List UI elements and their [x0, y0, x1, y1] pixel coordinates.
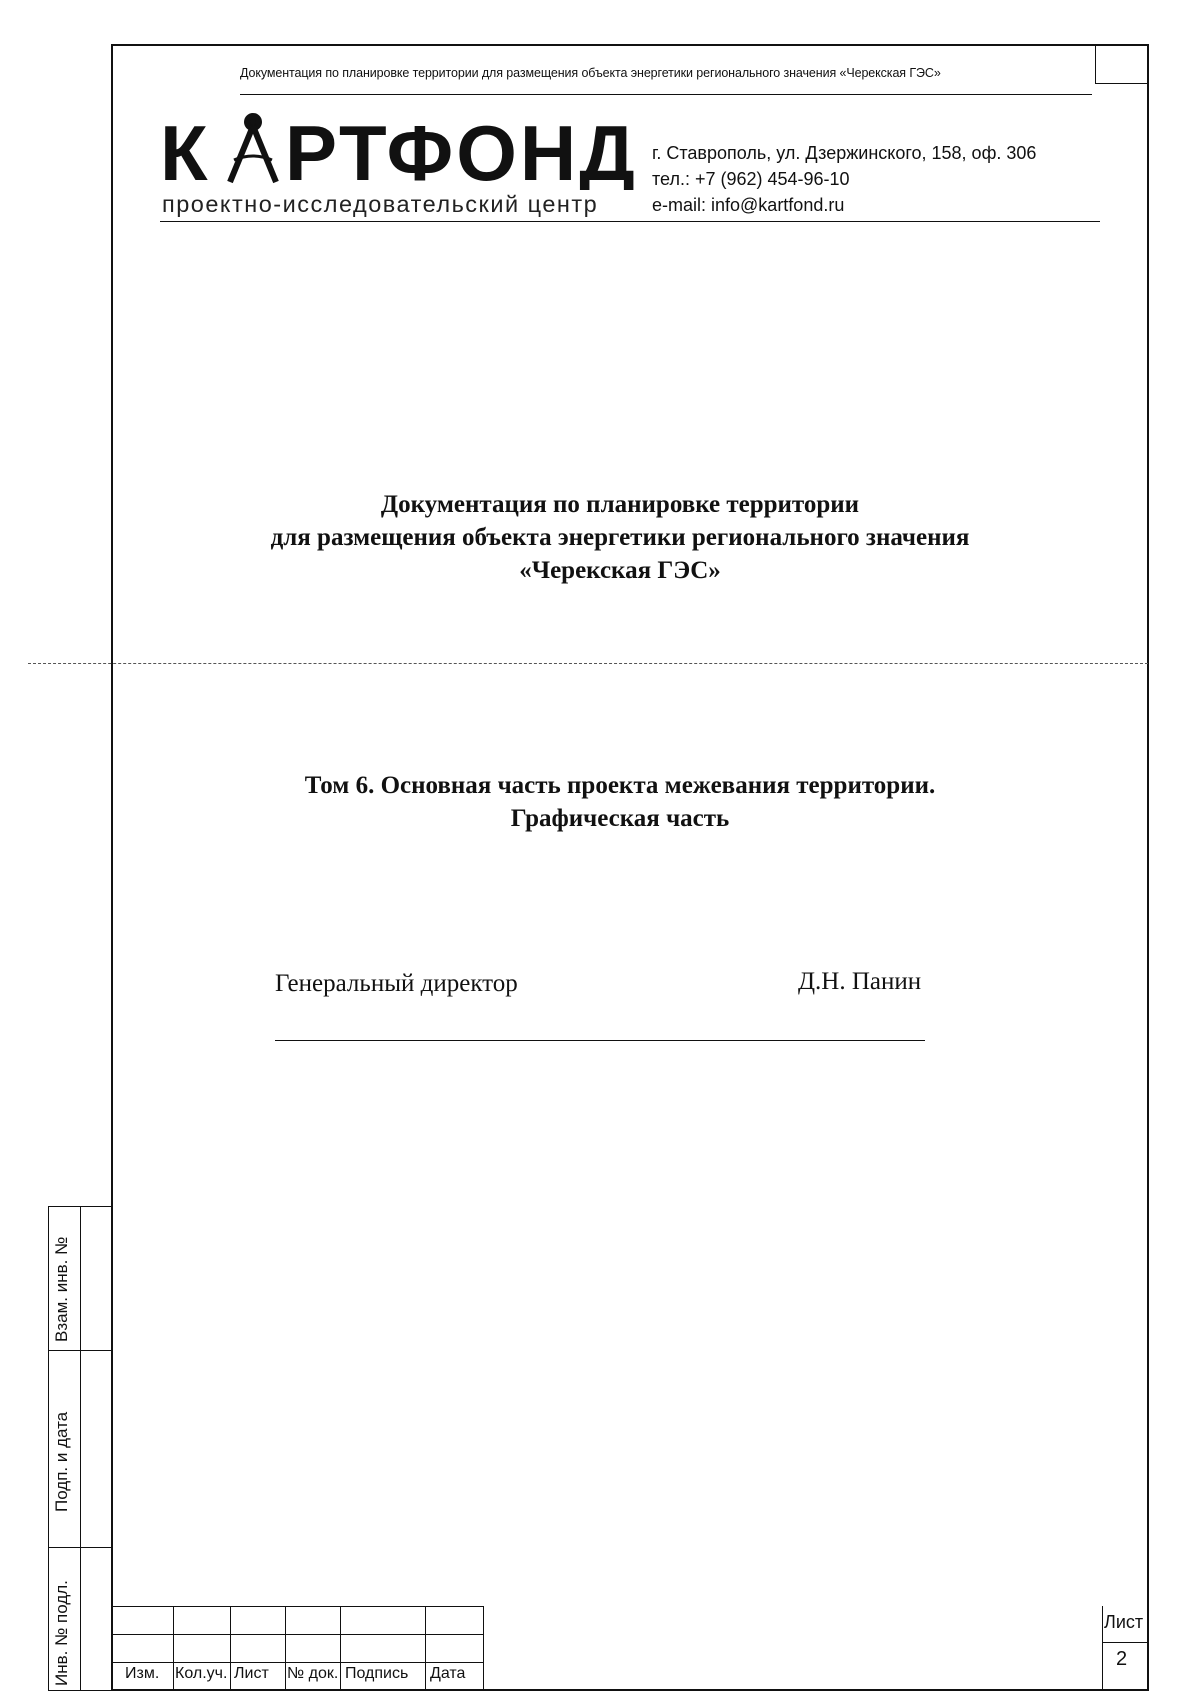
stamp-head-count: Кол.уч. — [175, 1665, 228, 1682]
stamp-row-line — [113, 1606, 483, 1607]
sheet-label: Лист — [1104, 1612, 1144, 1632]
company-logo — [160, 112, 635, 203]
drawing-frame — [111, 44, 1149, 1691]
signatory-name: Д.Н. Панин — [798, 968, 922, 995]
document-title — [180, 488, 1060, 587]
stamp-col-line — [285, 1606, 286, 1691]
logo-lettering — [160, 112, 635, 190]
side-label-orig-inv: Инв. № подл. — [52, 1580, 71, 1686]
logo-rule — [160, 221, 1100, 222]
sheet-box-divider — [1102, 1642, 1149, 1643]
volume-title — [180, 769, 1060, 835]
company-contacts — [652, 140, 1036, 218]
header-note: Документация по планировке территории для размещения объекта энергетики регионального значения «Черекская ГЭС» — [240, 66, 941, 80]
stamp-row-line — [113, 1662, 483, 1663]
title-line-3: «Черекская ГЭС» — [519, 557, 721, 584]
company-phone: тел.: +7 (962) 454-96-10 — [652, 169, 850, 189]
signature-line — [275, 1040, 925, 1041]
title-line-1: Документация по планировке территории — [380, 491, 860, 518]
volume-line-2: Графическая часть — [510, 805, 730, 832]
title-line-2: для размещения объекта энергетики регионального значения — [270, 524, 970, 551]
stamp-col-line — [483, 1606, 484, 1691]
side-label-replace-inv: Взам. инв. № — [52, 1236, 71, 1342]
header-rule — [240, 94, 1092, 95]
stamp-row-line — [113, 1634, 483, 1635]
stamp-head-docnum: № док. — [287, 1665, 339, 1682]
side-cell-border-3 — [48, 1547, 113, 1548]
stamp-col-line — [425, 1606, 426, 1691]
side-cell-border-2 — [48, 1350, 113, 1351]
stamp-col-line — [340, 1606, 341, 1691]
stamp-head-date: Дата — [430, 1665, 466, 1682]
signatory-role: Генеральный директор — [275, 970, 518, 997]
sheet-number: 2 — [1116, 1648, 1128, 1670]
stamp-head-change: Изм. — [125, 1665, 160, 1682]
stamp-head-sheet: Лист — [234, 1665, 269, 1682]
company-email: e-mail: info@kartfond.ru — [652, 195, 845, 215]
stamp-head-signature: Подпись — [345, 1665, 409, 1682]
side-strip-divider — [80, 1206, 81, 1691]
stamp-col-line — [173, 1606, 174, 1691]
svg-text:РТФОНД: РТФОНД — [285, 112, 635, 190]
company-address: г. Ставрополь, ул. Дзержинского, 158, оф. 306 — [652, 143, 1037, 163]
side-label-sign-date: Подп. и дата — [52, 1411, 71, 1512]
volume-line-1: Том 6. Основная часть проекта межевания территории. — [304, 772, 936, 799]
fold-line — [28, 663, 1148, 664]
stamp-col-line — [230, 1606, 231, 1691]
corner-box — [1095, 44, 1149, 84]
svg-text:К: К — [160, 112, 211, 190]
compass-icon — [230, 116, 276, 182]
company-tagline: проектно-исследовательский центр — [162, 191, 599, 217]
